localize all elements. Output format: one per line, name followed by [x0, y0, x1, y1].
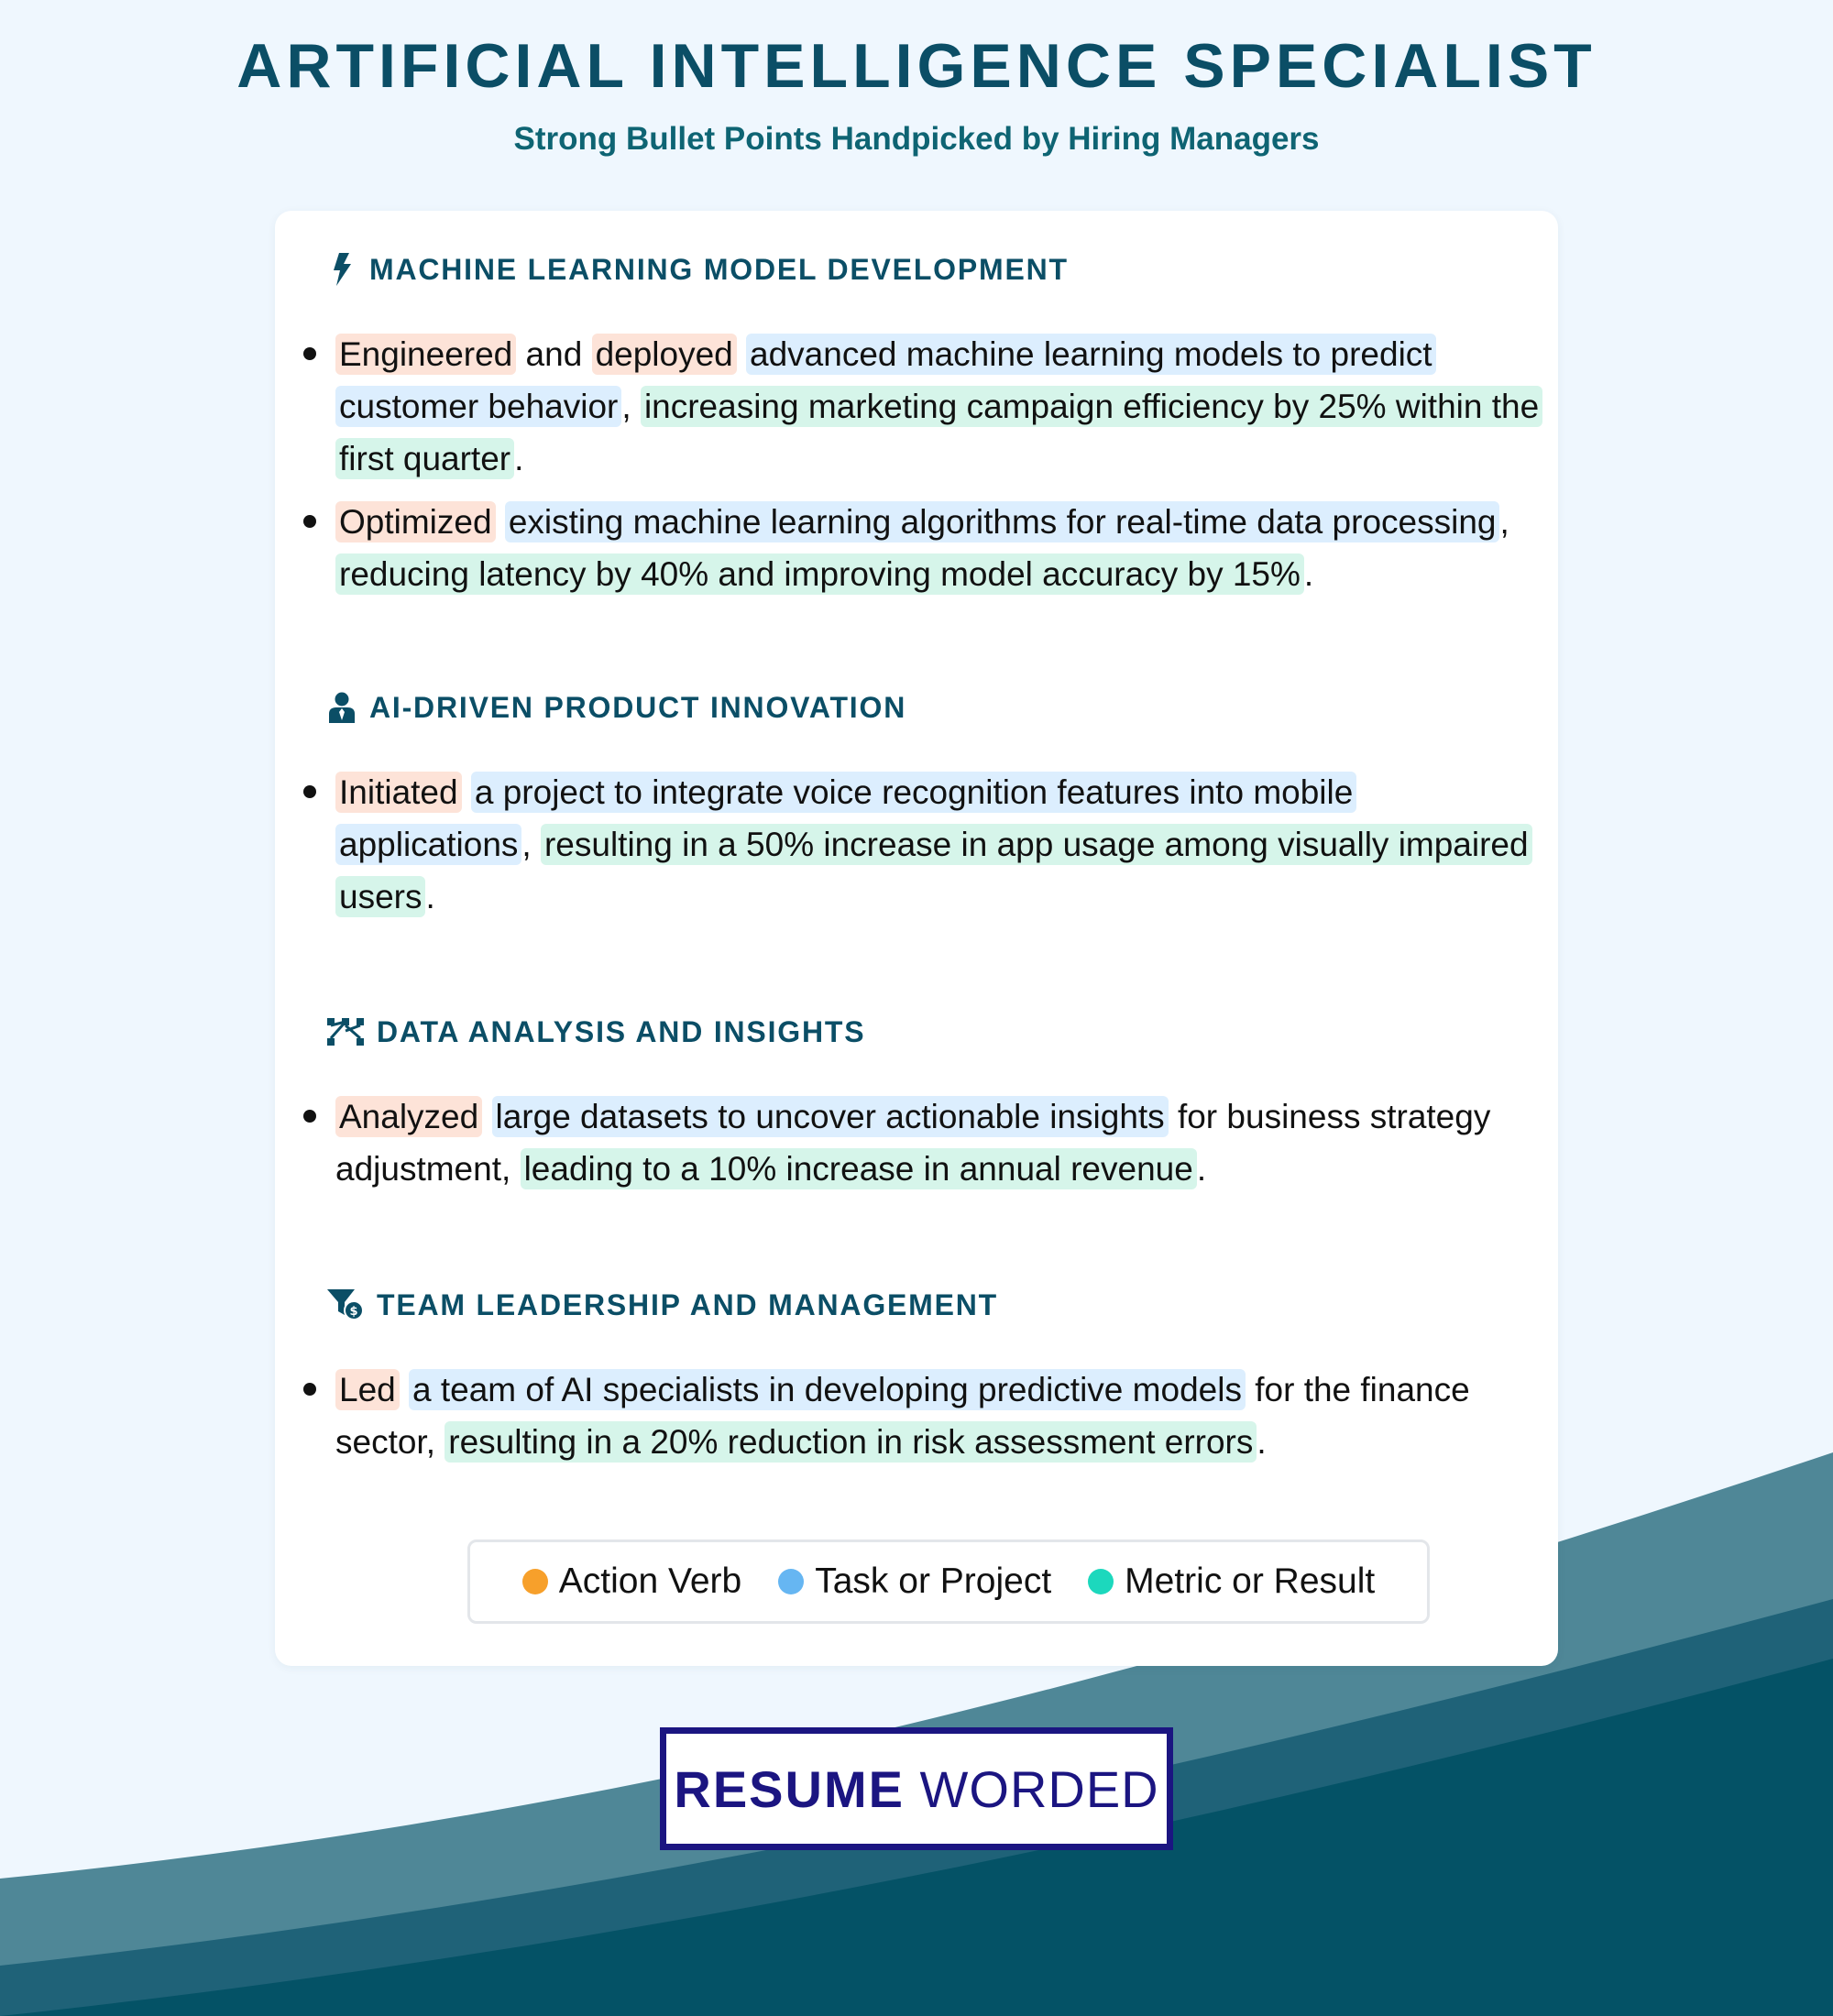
brand-light: WORDED	[919, 1759, 1159, 1818]
metric-highlight: increasing marketing campaign efficiency by 25% within the first quarter	[335, 386, 1542, 479]
section-title: DATA ANALYSIS AND INSIGHTS	[377, 1014, 866, 1048]
bullet-dot	[303, 347, 316, 360]
plain-text: ,	[521, 826, 541, 863]
action-verb-highlight: deployed	[592, 334, 737, 375]
bullet-list	[335, 328, 1545, 611]
bullet-list	[335, 766, 1545, 934]
bullet-text	[335, 1364, 1545, 1468]
plain-text	[482, 1098, 491, 1135]
plain-text: .	[1196, 1150, 1207, 1188]
plain-text: and	[516, 335, 592, 373]
bullet-dot	[303, 515, 316, 528]
bullet-text	[335, 496, 1545, 600]
legend-task-or-project	[778, 1561, 1051, 1602]
action-verb-highlight: Optimized	[335, 501, 496, 542]
section-title: TEAM LEADERSHIP AND MANAGEMENT	[377, 1287, 999, 1321]
resume-worded-logo	[660, 1727, 1173, 1850]
task-highlight: advanced machine learning models to predict customer behavior	[335, 334, 1436, 427]
bullet-item	[335, 1090, 1545, 1195]
task-highlight: a project to integrate voice recognition features into mobile applications	[335, 772, 1356, 865]
action-verb-highlight: Initiated	[335, 772, 462, 813]
task-highlight: existing machine learning algorithms for real-time data processing	[505, 501, 1500, 542]
metric-dot	[1088, 1569, 1114, 1594]
metric-highlight: resulting in a 50% increase in app usage among visually impaired users	[335, 824, 1532, 917]
legend-metric-or-result	[1088, 1561, 1375, 1602]
section-title: AI-DRIVEN PRODUCT INNOVATION	[369, 690, 907, 724]
plain-text: .	[425, 878, 435, 915]
plain-text: ,	[1499, 503, 1509, 541]
plain-text	[462, 773, 471, 811]
task-highlight: large datasets to uncover actionable insights	[492, 1096, 1169, 1137]
plain-text	[400, 1371, 409, 1408]
network-icon	[327, 1015, 364, 1048]
section-title: MACHINE LEARNING MODEL DEVELOPMENT	[369, 252, 1069, 286]
task-dot	[778, 1569, 804, 1594]
legend-label: Action Verb	[558, 1561, 742, 1601]
person-icon	[327, 691, 357, 724]
metric-highlight: reducing latency by 40% and improving model accuracy by 15%	[335, 553, 1304, 595]
plain-text: ,	[621, 388, 641, 425]
bullet-text	[335, 328, 1545, 485]
legend-label: Metric or Result	[1125, 1561, 1376, 1601]
legend-action-verb	[522, 1561, 741, 1602]
action-verb-dot	[522, 1569, 548, 1594]
plain-text	[496, 503, 505, 541]
bullet-item	[335, 328, 1545, 485]
bullet-text	[335, 766, 1545, 923]
brand-strong: RESUME	[674, 1759, 905, 1818]
plain-text: .	[1257, 1423, 1267, 1461]
metric-highlight: leading to a 10% increase in annual revenue	[521, 1148, 1197, 1189]
bullet-card	[275, 211, 1558, 1666]
lightning-icon	[327, 253, 357, 286]
action-verb-highlight: Led	[335, 1369, 400, 1410]
task-highlight: a team of AI specialists in developing predictive models	[409, 1369, 1246, 1410]
bullet-item	[335, 496, 1545, 600]
bullet-list	[335, 1364, 1545, 1479]
bullet-dot	[303, 1383, 316, 1396]
action-verb-highlight: Analyzed	[335, 1096, 482, 1137]
action-verb-highlight: Engineered	[335, 334, 516, 375]
metric-highlight: resulting in a 20% reduction in risk assessment errors	[445, 1421, 1257, 1463]
section-header	[327, 1285, 998, 1325]
bullet-text	[335, 1090, 1545, 1195]
brand-wordmark	[674, 1759, 1158, 1819]
bullet-list	[335, 1090, 1545, 1206]
page-title: ARTIFICIAL INTELLIGENCE SPECIALIST	[236, 31, 1597, 101]
highlight-legend	[467, 1539, 1430, 1624]
plain-text	[737, 335, 746, 373]
bullet-dot	[303, 1110, 316, 1123]
funnel-dollar-icon	[327, 1288, 364, 1321]
section-header	[327, 687, 906, 728]
page-subtitle: Strong Bullet Points Handpicked by Hiring Managers	[513, 121, 1320, 157]
plain-text: for the finance sector,	[335, 1371, 1470, 1461]
bullet-dot	[303, 785, 316, 798]
svg-text:$: $	[349, 1305, 358, 1319]
plain-text: for business strategy adjustment,	[335, 1098, 1491, 1188]
legend-label: Task or Project	[815, 1561, 1052, 1601]
plain-text: .	[514, 440, 524, 477]
section-header	[327, 249, 1069, 290]
bullet-item	[335, 766, 1545, 923]
page-header	[0, 27, 1833, 158]
plain-text: .	[1303, 555, 1314, 593]
bullet-item	[335, 1364, 1545, 1468]
section-header	[327, 1012, 865, 1052]
